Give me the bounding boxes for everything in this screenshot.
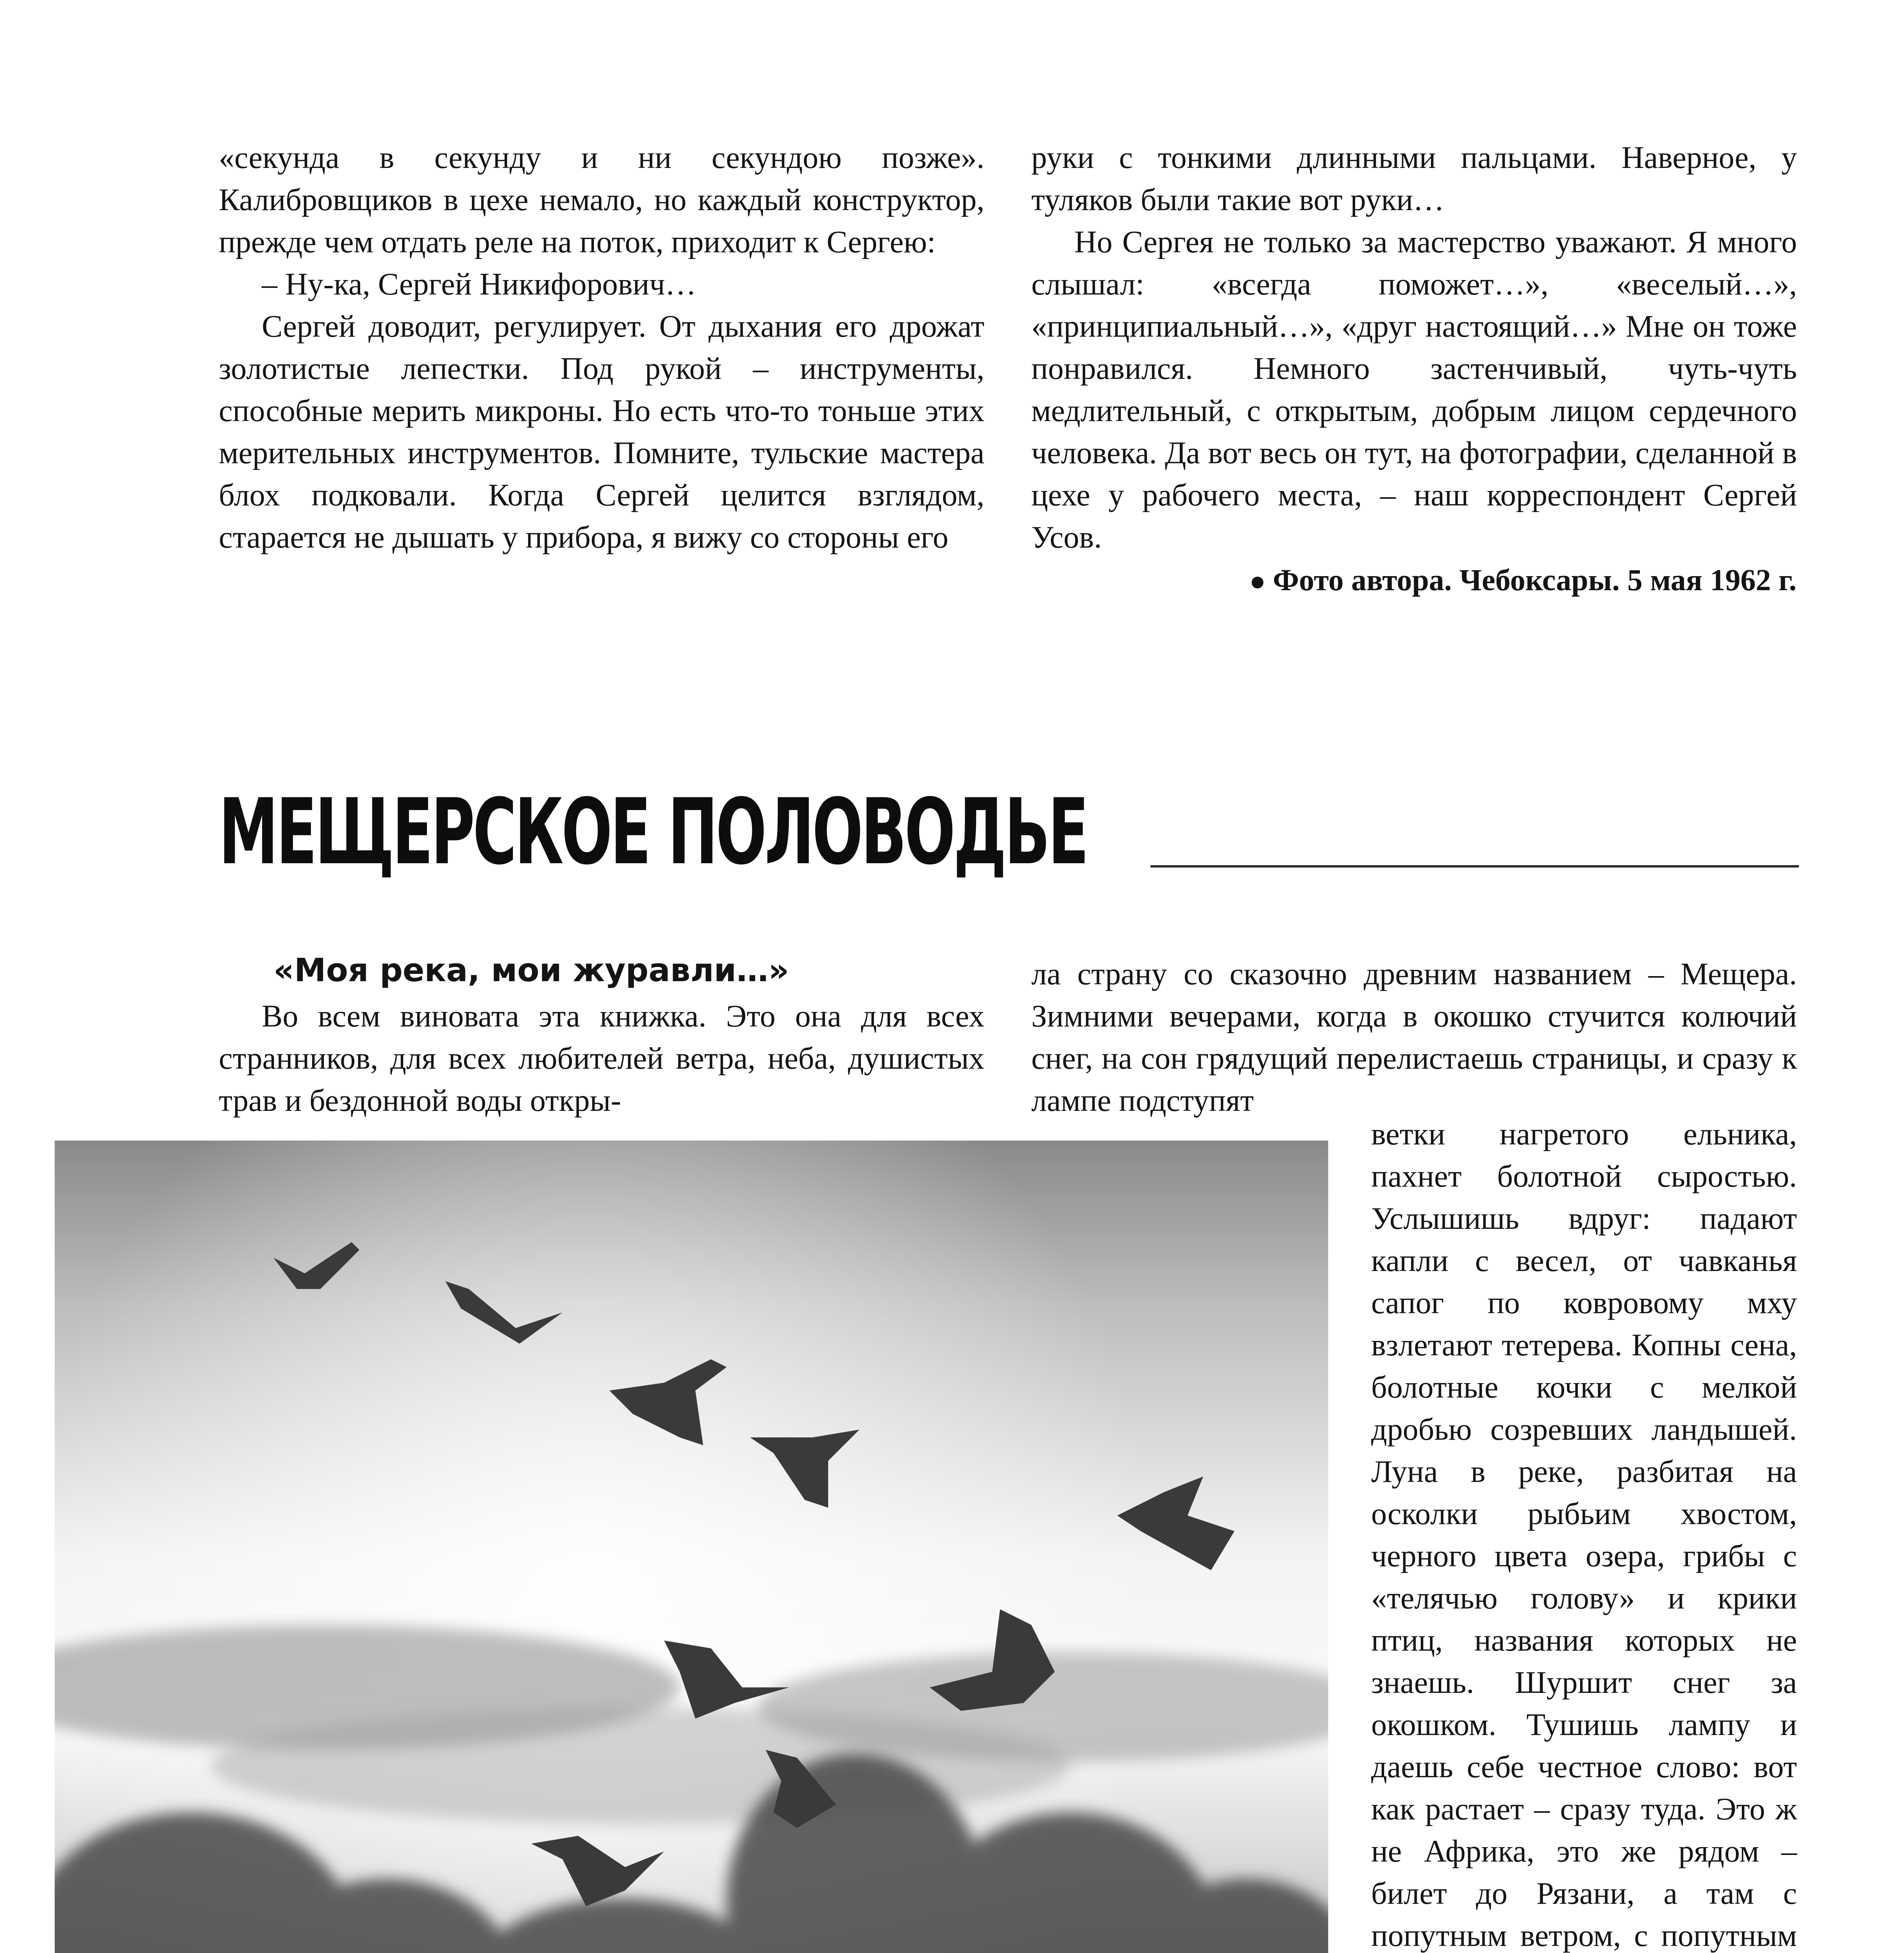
top-article-left-column xyxy=(219,137,984,559)
paragraph: Но Сергея не только за мастерство уважают. Я много слышал: «всегда поможет…», «веселый…», «принципиальный…», «друг настоящий…» Мне он тоже понравился. Немного застенчивый, чуть-чуть медлительный, с открытым, добрым лицом сердечного человека. Да вот весь он тут, на фотографии, сделанной в цехе у рабочего места, – наш корреспондент Сергей Усов. xyxy=(1031,225,1797,555)
top-article-right-column xyxy=(1031,137,1797,559)
paragraph: ла страну со сказочно древним названием – Мещера. Зимними вечерами, когда в окошко стучится колючий снег, на сон грядущий перелистаешь страницы, и сразу к лампе подступят xyxy=(1031,957,1797,1118)
geese-photo-image xyxy=(55,1141,1328,1953)
article-subheading: «Моя река, мои журавли…» xyxy=(273,952,789,989)
headline-rule xyxy=(1150,865,1799,868)
geese-photo xyxy=(55,1141,1328,1953)
photo-credit-text: Фото автора. Чебоксары. 5 мая 1962 г. xyxy=(1273,563,1797,597)
article-intro-column xyxy=(219,995,984,1122)
bullet-icon: ● xyxy=(1249,566,1266,596)
paragraph: – Ну-ка, Сергей Никифорович… xyxy=(262,267,697,302)
article-right-column xyxy=(1031,953,1797,1122)
paragraph: руки с тонкими длинными пальцами. Наверное, у туляков были такие вот руки… xyxy=(1031,141,1797,217)
paragraph: ветки нагретого ельника, пахнет болотной сыростью. Услышишь вдруг: падают капли с весел, от чавканья сапог по ковровому мху взлетают тетерева. Копны сена, болотные кочки с мелкой дробью созревших ландышей. Луна в реке, разбитая на осколки рыбьим хвостом, черного цвета озера, грибы с «телячью голову» и крики птиц, названия которых не знаешь. Шуршит снег за окошком. Тушишь лампу и даешь себе честное слово: вот как растает – сразу туда. Это ж не Африка, это же рядом – билет до Рязани, а там с попутным ветром, с попутным xyxy=(1371,1117,1797,1953)
photo-credit xyxy=(1249,561,1797,601)
article-side-column xyxy=(1371,1113,1797,1953)
paragraph: Во всем виновата эта книжка. Это она для всех странников, для всех любителей ветра, неба, душистых трав и бездонной воды откры- xyxy=(219,999,984,1118)
article-headline: МЕЩЕРСКОЕ ПОЛОВОДЬЕ xyxy=(219,779,1087,885)
paragraph: Сергей доводит, регулирует. От дыхания его дрожат золотистые лепестки. Под рукой – инструменты, способные мерить микроны. Но есть что-то тоньше этих мерительных инструментов. Помните, тульские мастера блох подковали. Когда Сергей целится взглядом, старается не дышать у прибора, я вижу со стороны его xyxy=(219,309,984,555)
paragraph: «секунда в секунду и ни секундою позже». Калибровщиков в цехе немало, но каждый конструктор, прежде чем отдать реле на поток, приходит к Сергею: xyxy=(219,141,984,259)
